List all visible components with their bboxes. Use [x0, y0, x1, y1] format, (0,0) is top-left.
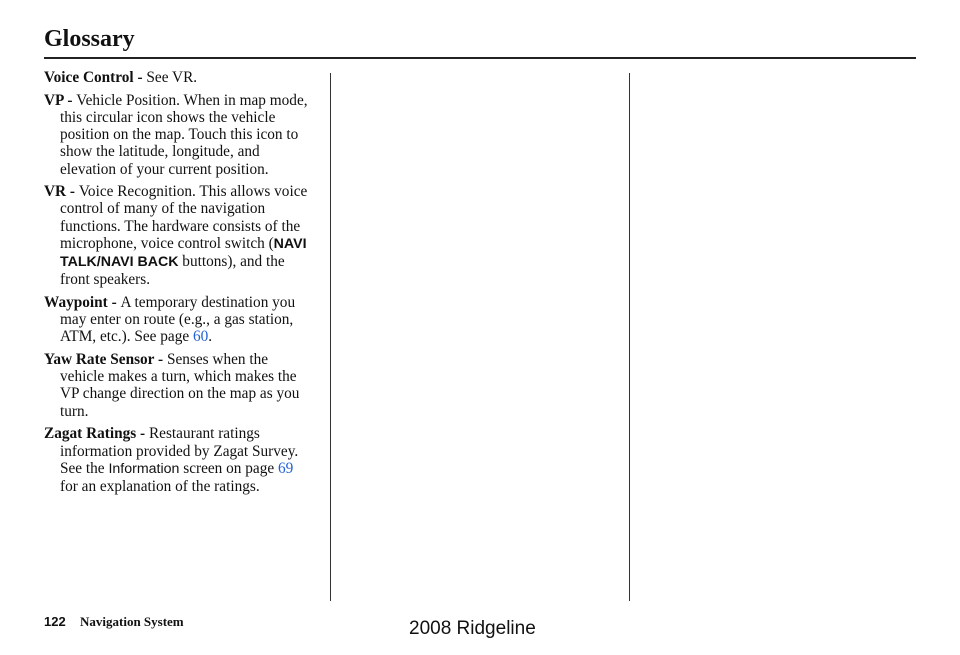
definition-voice-control: See VR. — [146, 69, 198, 86]
glossary-entry-voice-control — [44, 69, 312, 86]
term-voice-control: Voice Control - — [44, 69, 147, 86]
column-divider-left — [330, 73, 331, 601]
glossary-entry-vp — [44, 92, 312, 178]
glossary-entry-zagat-ratings — [44, 425, 312, 495]
footer-section-title: Navigation System — [80, 614, 184, 629]
glossary-entry-vr — [44, 183, 312, 288]
glossary-entry-yaw-rate-sensor — [44, 351, 312, 420]
term-zagat-ratings: Zagat Ratings - — [44, 425, 149, 443]
term-yaw-rate-sensor: Yaw Rate Sensor - — [44, 351, 167, 369]
definition-zagat-part1: Restaurant ratings information provided by Zagat Survey. See the — [60, 425, 299, 477]
glossary-column — [44, 69, 312, 501]
glossary-entry-waypoint — [44, 294, 312, 346]
term-vp: VP - — [44, 91, 77, 109]
definition-vp: Vehicle Position. When in map mode, this circular icon shows the vehicle position on the map. Touch this icon to show the latitude, longitude, and elevation of your current position. — [60, 91, 308, 178]
navi-talk-back-button-label: NAVI TALK/NAVI BACK — [60, 235, 307, 271]
definition-waypoint-part1: A temporary destination you may enter on route (e.g., a gas station, ATM, etc.). See page — [60, 293, 296, 346]
information-screen-name: Information — [108, 460, 180, 477]
definition-yaw-rate-sensor: Senses when the vehicle makes a turn, which makes the VP change direction on the map as you turn. — [60, 351, 300, 420]
watermark: 2008 Ridgeline — [409, 618, 536, 639]
term-vr: VR - — [44, 183, 79, 201]
definition-zagat-part2: screen on page — [179, 459, 278, 477]
page-number: 122 — [44, 614, 66, 629]
page-link-60[interactable]: 60 — [192, 328, 209, 346]
term-waypoint: Waypoint - — [44, 293, 121, 311]
page-link-69[interactable]: 69 — [277, 459, 294, 477]
definition-zagat-part3: for an explanation of the ratings. — [60, 477, 260, 495]
page-title: Glossary — [44, 26, 135, 52]
definition-vr-part1: Voice Recognition. This allows voice control of many of the navigation functions. The hardware consists of the microphone, voice control switch ( — [60, 183, 308, 252]
title-rule — [44, 57, 916, 59]
definition-vr-part2: buttons), and the front speakers. — [60, 253, 285, 289]
definition-waypoint-part2: . — [208, 328, 213, 346]
column-divider-right — [629, 73, 630, 601]
